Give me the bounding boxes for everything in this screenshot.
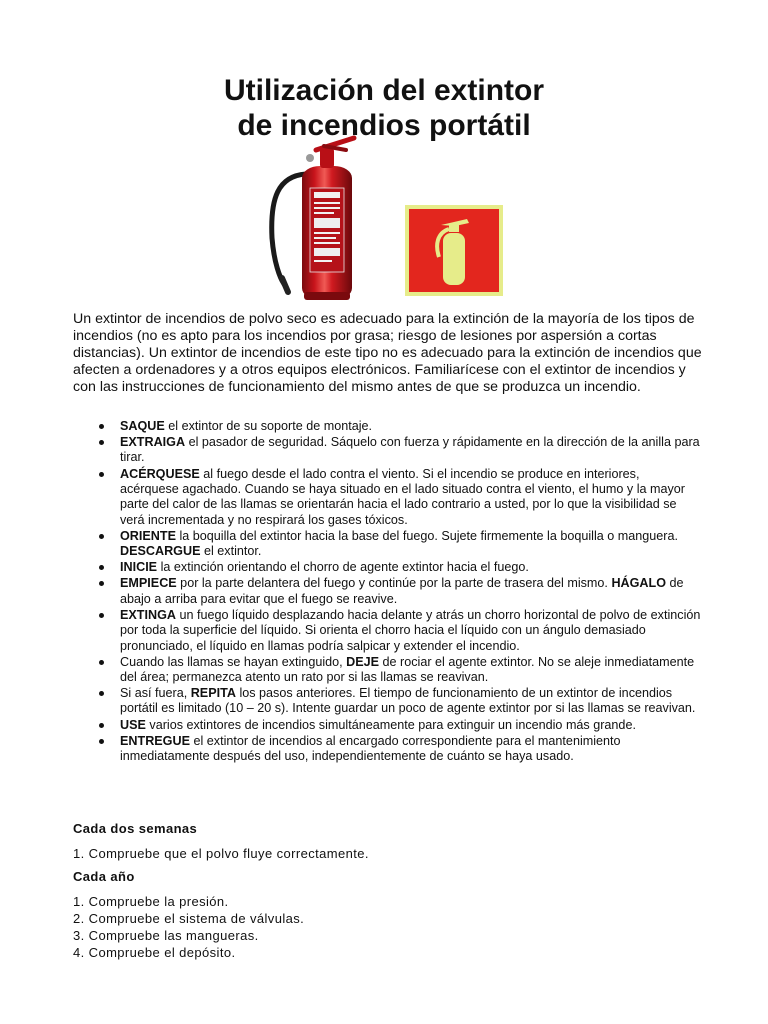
step-keyword: HÁGALO (611, 576, 667, 591)
title-line-1: Utilización del extintor (223, 74, 545, 108)
step-keyword: DEJE (346, 654, 380, 669)
step-text: por la parte delantera del fuego y continúe por la parte de trasera del mismo. (176, 576, 612, 591)
yearly-checks-list (73, 893, 304, 961)
step-text: Si así fuera, (120, 686, 191, 701)
step-text: Cuando las llamas se hayan extinguido, (120, 654, 347, 669)
yearly-heading: Cada año (73, 869, 135, 884)
step-text: la boquilla del extintor hacia la base del fuego. Sujete firmemente la boquilla o manguera. (175, 528, 678, 543)
step-keyword: DESCARGUE (120, 544, 201, 559)
fire-extinguisher-image (258, 128, 362, 304)
step-text: el extintor de incendios al encargado correspondiente para el mantenimiento inmediatamente después del uso, independientemente de cuánto se haya usado. (120, 733, 621, 764)
step-keyword: USE (120, 717, 146, 732)
step-text: el extintor. (200, 544, 262, 559)
intro-paragraph: Un extintor de incendios de polvo seco es adecuado para la extinción de la mayoría de los tipos de incendios (no es apto para los incendios por grasa; riesgo de lesiones por aspersión a cortas distancias). Un extintor de incendios de este tipo no es adecuado para la extinción de incendios que afecten a ordenadores y a otros equipos electrónicos. Familiarícese con el extintor de incendios y con las instrucciones de funcionamiento del mismo antes de que se produzca un incendio. (73, 311, 702, 395)
list-item: 1. Compruebe la presión. (73, 894, 229, 909)
list-item: 2. Compruebe el sistema de válvulas. (73, 911, 305, 926)
list-item: 1. Compruebe que el polvo fluye correctamente. (73, 846, 369, 861)
step-keyword: ORIENTE (120, 528, 176, 543)
step-text: el pasador de seguridad. Sáquelo con fuerza y rápidamente en la dirección de la anilla para tirar. (120, 435, 700, 465)
list-item (120, 718, 701, 733)
list-item (120, 608, 701, 654)
usage-steps-list (73, 419, 701, 765)
step-text: la extinción orientando el chorro de agente extintor hacia el fuego. (157, 560, 529, 575)
step-keyword: ACÉRQUESE (120, 466, 200, 481)
step-text: de rociar el agente extintor. No se aleje inmediatamente del área; permanezca atento un rato por si las llamas se reavivan. (120, 654, 695, 684)
step-keyword: SAQUE (120, 419, 165, 433)
extinguisher-sign-image (405, 205, 503, 296)
list-item (120, 686, 701, 717)
step-keyword: ENTREGUE (120, 733, 190, 748)
step-keyword: INICIE (120, 560, 158, 575)
list-item: 3. Compruebe las mangueras. (73, 928, 259, 943)
step-text: el extintor de su soporte de montaje. (164, 419, 373, 433)
step-text: un fuego líquido desplazando hacia delante y atrás un chorro horizontal de polvo de extinción por toda la superficie del líquido. Si orienta el chorro hacia el líquido con un ángulo demasiado pronunciado, el líquido en llamas podría salpicar y extender el incendio. (120, 607, 701, 653)
step-keyword: EXTRAIGA (120, 435, 186, 450)
biweekly-checks-list (73, 845, 369, 862)
title-line-2: de incendios portátil (237, 109, 531, 143)
list-item (120, 560, 701, 575)
list-item (120, 435, 701, 466)
step-text: los pasos anteriores. El tiempo de funcionamiento de un extintor de incendios portátil es limitado (10 – 20 s). Intente guardar un poco de agente extintor por si las llamas se reavivan. (120, 686, 696, 716)
list-item: 4. Compruebe el depósito. (73, 945, 236, 960)
list-item (120, 576, 701, 607)
document-title (0, 73, 768, 143)
step-text: de abajo a arriba para evitar que el fuego se reavive. (120, 576, 684, 606)
list-item (120, 467, 701, 528)
step-keyword: REPITA (190, 686, 236, 701)
biweekly-heading: Cada dos semanas (73, 821, 198, 836)
list-item (120, 529, 701, 560)
step-text: al fuego desde el lado contra el viento. Si el incendio se produce en interiores, acérquese agachado. Cuando se haya situado en el lado situado contra el viento, el humo y la mayor parte del calor de las llamas se orientarán hacia el lado contrario a usted, por lo que la visibilidad se verá incrementada y no respirará los gases tóxicos. (120, 466, 685, 527)
list-item (120, 734, 701, 765)
step-keyword: EMPIECE (120, 576, 177, 591)
step-keyword: EXTINGA (120, 607, 176, 622)
step-text: varios extintores de incendios simultáneamente para extinguir un incendio más grande. (145, 717, 636, 732)
list-item (120, 419, 701, 434)
list-item (120, 655, 701, 686)
